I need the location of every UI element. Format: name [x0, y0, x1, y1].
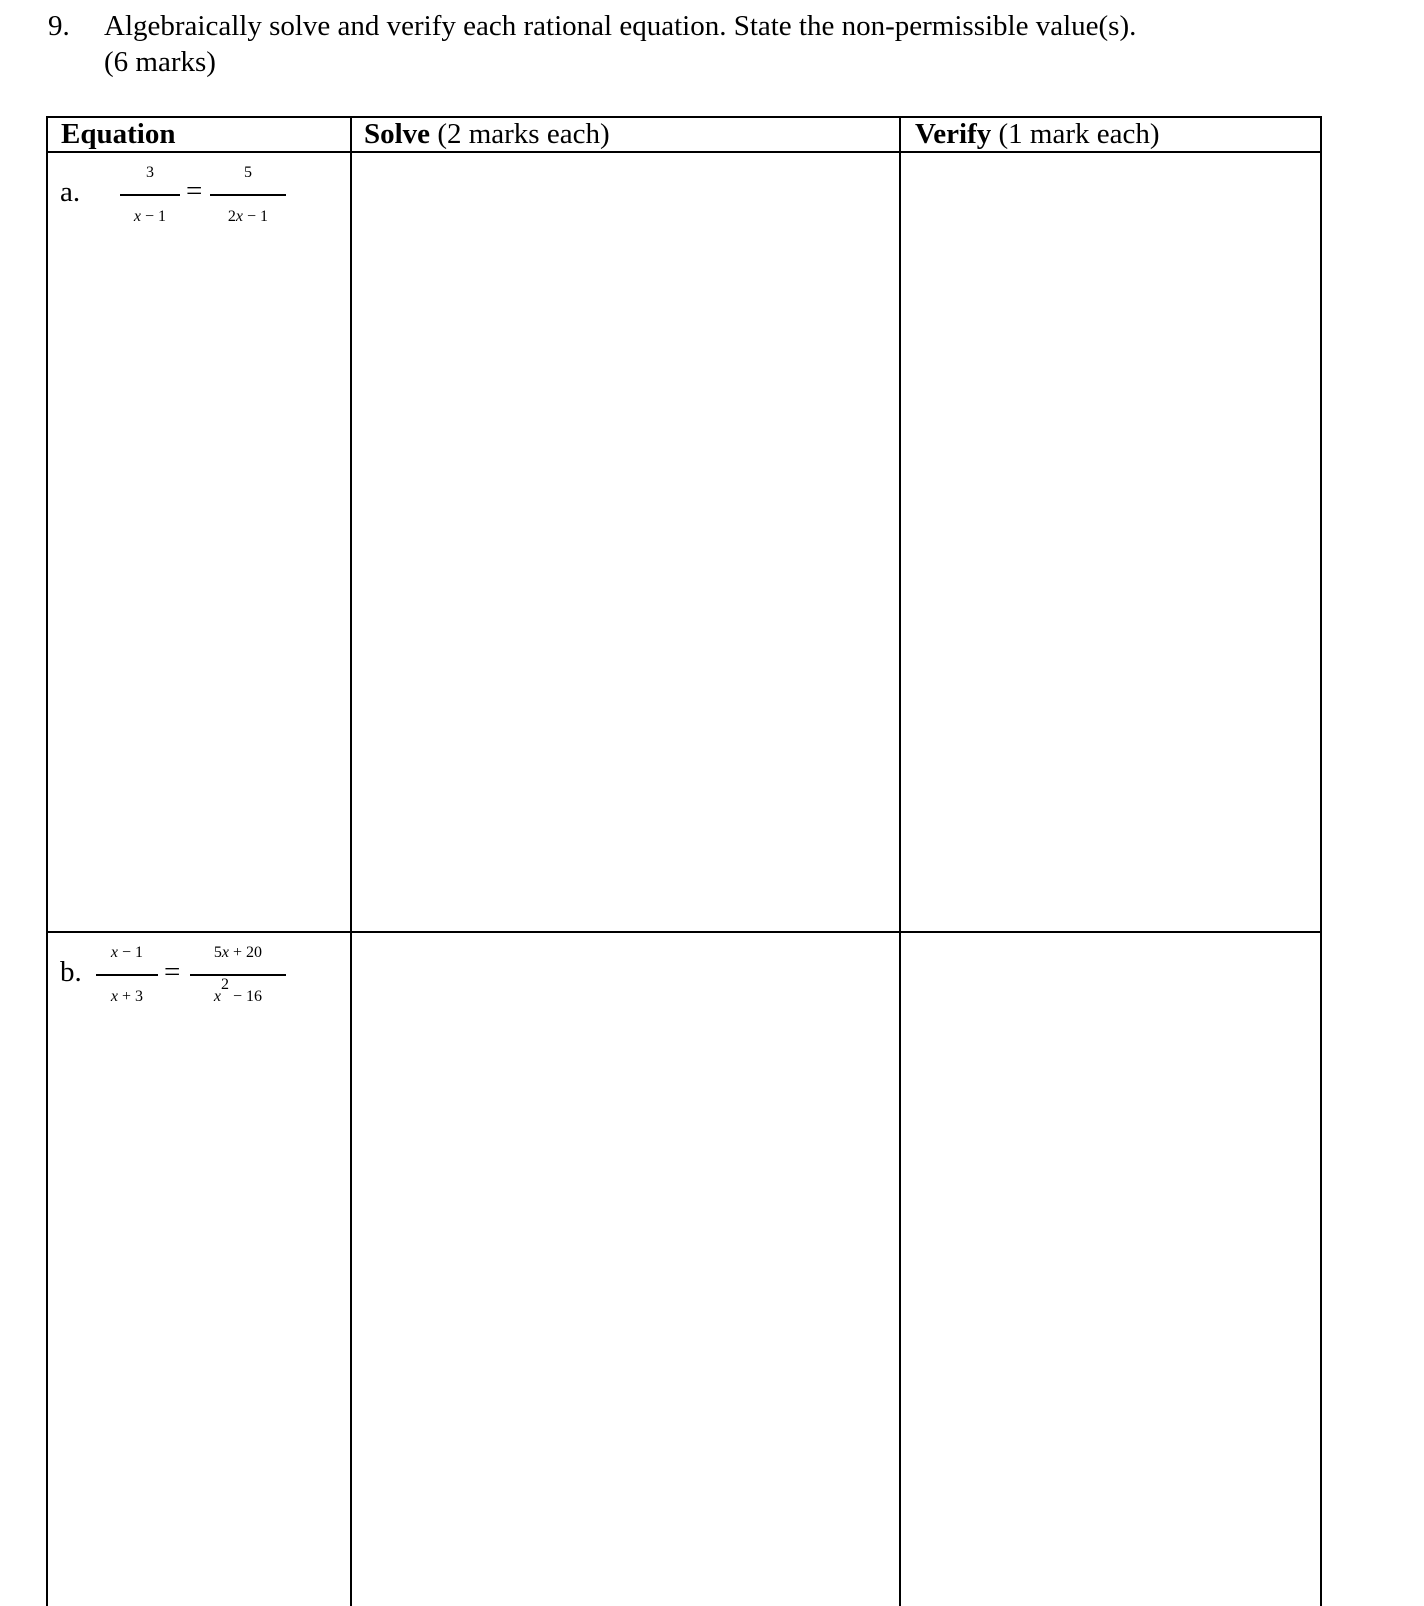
fraction-bar [210, 194, 286, 196]
header-verify [915, 117, 1160, 151]
row-a-verify-cell[interactable] [901, 153, 1320, 931]
row-a-right-numerator: 5 [244, 164, 252, 181]
row-b-right-fraction [190, 936, 286, 1014]
row-b-verify-cell[interactable] [901, 933, 1320, 1606]
row-a-left-fraction [120, 156, 180, 234]
fraction-bar [96, 974, 158, 976]
row-b-solve-cell[interactable] [352, 933, 899, 1606]
row-b-left-numerator: x − 1 [110, 944, 144, 961]
fraction-bar [190, 974, 286, 976]
row-b-right-denominator: $x^2 - 16$ [213, 976, 263, 1005]
header-verify-label: Verify [915, 118, 992, 150]
row-b-right-numerator: 5x + 20 [213, 944, 263, 961]
row-a-equals: = [186, 175, 203, 207]
row-a-solve-cell[interactable] [352, 153, 899, 931]
row-a-left-denominator: x − 1 [133, 208, 167, 225]
question-marks: (6 marks) [104, 46, 216, 78]
row-b-left-denominator: x + 3 [110, 988, 144, 1005]
row-a-left-numerator: 3 [146, 164, 154, 181]
header-solve [364, 117, 610, 151]
row-b-equals: = [164, 956, 181, 988]
header-equation: Equation [61, 118, 176, 150]
question-prompt: Algebraically solve and verify each rational equation. State the non-permissible value(s). [104, 10, 1137, 42]
row-a-right-denominator: 2x − 1 [227, 208, 269, 225]
row-b-left-fraction [96, 936, 158, 1014]
table-right-border [1320, 116, 1322, 1606]
table-left-border [46, 116, 48, 1606]
header-solve-label: Solve [364, 118, 431, 150]
header-solve-marks: (2 marks each) [430, 118, 610, 150]
question-number: 9. [48, 10, 70, 42]
row-b-label: b. [60, 956, 82, 988]
answer-table [46, 116, 1363, 1606]
header-verify-marks: (1 mark each) [991, 118, 1160, 150]
row-a-label: a. [60, 176, 81, 208]
fraction-bar [120, 194, 180, 196]
row-a-right-fraction [210, 156, 286, 234]
